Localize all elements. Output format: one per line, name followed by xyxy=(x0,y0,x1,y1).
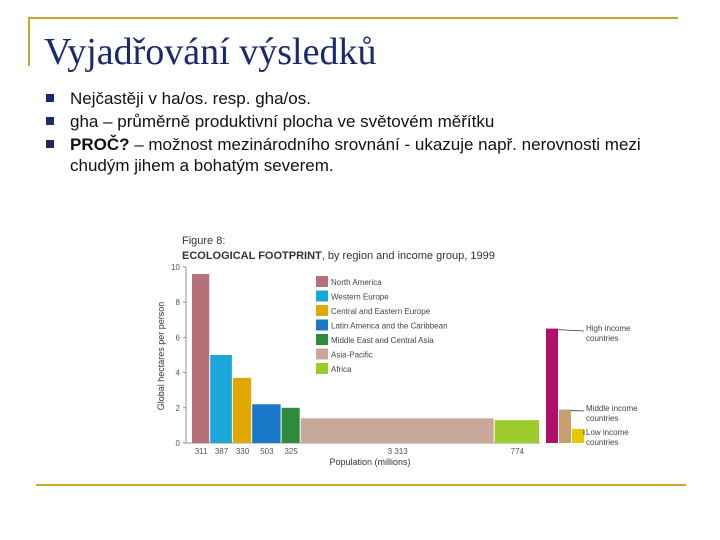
income-label: High income xyxy=(586,324,631,333)
legend-label: Asia-Pacific xyxy=(331,350,373,360)
legend-swatch xyxy=(316,320,328,331)
population-label: 503 xyxy=(260,447,274,456)
region-bar xyxy=(192,274,209,443)
income-group-bar xyxy=(559,410,571,443)
bullet-square-icon xyxy=(46,94,54,102)
income-group-bar xyxy=(546,329,558,443)
population-label: 311 xyxy=(194,447,208,456)
chart-subtitle: , by region and income group, 1999 xyxy=(321,250,495,262)
income-label: countries xyxy=(586,334,619,343)
y-tick-label: 2 xyxy=(175,403,180,413)
bullet-item xyxy=(44,134,684,176)
y-tick-label: 4 xyxy=(175,368,180,378)
legend-swatch xyxy=(316,349,328,360)
region-bar xyxy=(210,355,232,443)
chart-x-axis-label: Population (millions) xyxy=(329,457,411,467)
bullet-square-icon xyxy=(46,140,54,148)
legend-swatch xyxy=(316,291,328,302)
bullet-text: – možnost mezinárodního srovnání - ukazuje např. nerovnosti mezi chudým jihem a bohatým severem. xyxy=(70,135,641,175)
slide-title: Vyjadřování výsledků xyxy=(44,31,377,73)
chart-y-axis-label: Global hectares per person xyxy=(156,301,166,411)
bullet-text: Nejčastěji v ha/os. resp. gha/os. xyxy=(70,89,311,108)
income-label: countries xyxy=(586,414,619,423)
chart-income-groups xyxy=(546,324,638,447)
legend-label: Middle East and Central Asia xyxy=(331,336,434,345)
income-label: Low income xyxy=(586,428,629,437)
income-label: countries xyxy=(586,438,619,447)
legend-label: Western Europe xyxy=(331,292,389,302)
y-tick-label: 8 xyxy=(175,298,180,308)
region-bar xyxy=(282,408,300,443)
bullet-item xyxy=(44,88,684,109)
bullet-list xyxy=(44,88,684,178)
bullet-text: gha – průměrně produktivní plocha ve světovém měřítku xyxy=(70,112,495,131)
y-tick-label: 0 xyxy=(175,439,180,448)
legend-swatch xyxy=(316,334,328,345)
decorative-bottom-line xyxy=(36,484,686,486)
y-tick-label: 10 xyxy=(171,263,180,272)
region-bar xyxy=(301,418,494,443)
legend-label: Latin America and the Caribbean xyxy=(331,321,448,331)
legend-label: Central and Eastern Europe xyxy=(331,307,431,316)
region-bar xyxy=(495,420,539,443)
bullet-square-icon xyxy=(46,117,54,125)
chart-title: ECOLOGICAL FOOTPRINT xyxy=(182,250,322,262)
chart-legend xyxy=(316,276,448,374)
bullet-bold-text: PROČ? xyxy=(70,135,130,154)
legend-swatch xyxy=(316,276,328,287)
region-bar xyxy=(233,378,251,443)
legend-swatch xyxy=(316,305,328,316)
legend-label: North America xyxy=(331,278,382,287)
population-label: 774 xyxy=(510,447,525,456)
population-label: 330 xyxy=(235,447,250,456)
decorative-top-line xyxy=(28,17,678,19)
income-group-bar xyxy=(572,429,584,443)
population-label: 325 xyxy=(284,447,298,456)
region-bar xyxy=(252,404,280,443)
income-pointer-line xyxy=(558,330,584,331)
chart-title-line xyxy=(182,250,495,262)
legend-swatch xyxy=(316,363,328,374)
decorative-vertical-line xyxy=(28,18,30,66)
bullet-item xyxy=(44,111,684,132)
chart-figure-label: Figure 8: xyxy=(182,235,226,247)
population-label: 3 313 xyxy=(387,447,408,456)
population-label: 387 xyxy=(214,447,229,456)
legend-label: Africa xyxy=(331,365,352,374)
y-tick-label: 6 xyxy=(175,333,180,343)
income-label: Middle income xyxy=(586,404,638,413)
ecological-footprint-chart xyxy=(150,226,690,472)
